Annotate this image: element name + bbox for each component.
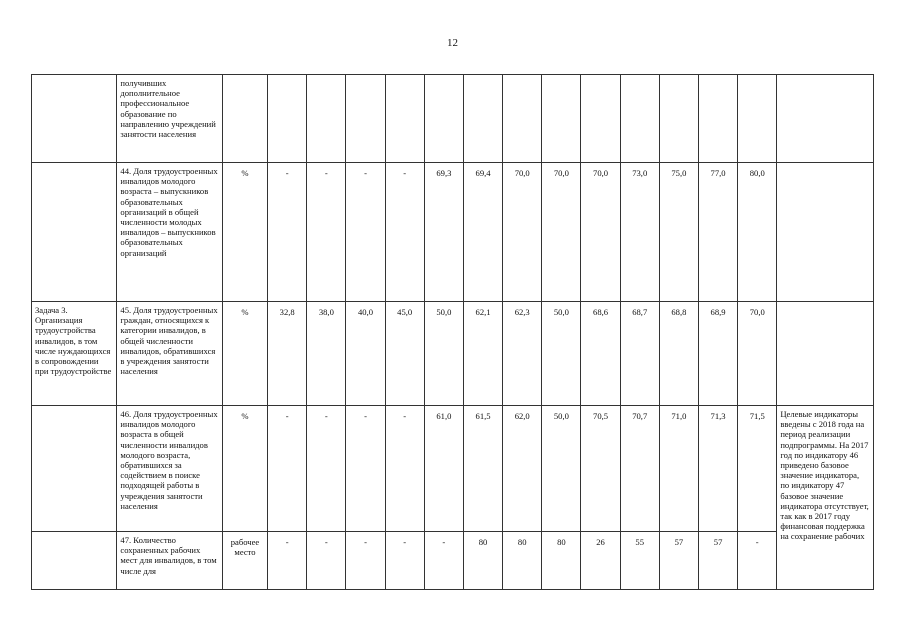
task-cell	[32, 75, 117, 163]
value-cell: 40,0	[346, 302, 385, 406]
table-row	[32, 75, 874, 163]
value-cell: 45,0	[385, 302, 424, 406]
table-row	[32, 163, 874, 302]
value-cell: 71,3	[698, 406, 737, 532]
value-cell: 70,7	[620, 406, 659, 532]
value-cell: 69,4	[463, 163, 502, 302]
value-cell: -	[424, 532, 463, 590]
indicator-cell: 47. Количество сохраненных рабочих мест для инвалидов, в том числе для	[117, 532, 223, 590]
value-cell	[698, 75, 737, 163]
value-cell	[503, 75, 542, 163]
value-cell	[542, 75, 581, 163]
value-cell: -	[346, 406, 385, 532]
value-cell	[581, 75, 620, 163]
page-number: 12	[447, 37, 458, 49]
value-cell	[738, 75, 777, 163]
value-cell: 68,8	[659, 302, 698, 406]
table-row	[32, 532, 874, 590]
task-cell	[32, 406, 117, 532]
value-cell: -	[738, 532, 777, 590]
value-cell: 61,5	[463, 406, 502, 532]
value-cell: -	[268, 532, 307, 590]
value-cell: 62,0	[503, 406, 542, 532]
table-row	[32, 406, 874, 532]
value-cell: 80	[503, 532, 542, 590]
notes-cell	[777, 302, 874, 406]
value-cell: 68,9	[698, 302, 737, 406]
value-cell: -	[346, 532, 385, 590]
value-cell: -	[268, 163, 307, 302]
value-cell: 50,0	[542, 302, 581, 406]
value-cell: -	[307, 406, 346, 532]
indicator-cell: 45. Доля трудоустроенных граждан, относящихся к категории инвалидов, в общей численности инвалидов, обратившихся в учреждения занятости населения	[117, 302, 223, 406]
value-cell	[659, 75, 698, 163]
value-cell: 62,1	[463, 302, 502, 406]
value-cell: -	[346, 163, 385, 302]
value-cell	[268, 75, 307, 163]
value-cell: 75,0	[659, 163, 698, 302]
value-cell: 57	[659, 532, 698, 590]
value-cell: -	[307, 163, 346, 302]
indicator-cell: 44. Доля трудоустроенных инвалидов молодого возраста – выпускников образовательных организаций в общей численности молодых инвалидов – выпускников образовательных организаций	[117, 163, 223, 302]
value-cell	[385, 75, 424, 163]
value-cell: 80	[542, 532, 581, 590]
value-cell: 70,0	[738, 302, 777, 406]
unit-cell: рабочее место	[222, 532, 267, 590]
unit-cell: %	[222, 163, 267, 302]
indicator-cell: 46. Доля трудоустроенных инвалидов молодого возраста в общей численности инвалидов молодого возраста, обратившихся за содействием в поиске подходящей работы в учреждения занятости населения	[117, 406, 223, 532]
value-cell: 38,0	[307, 302, 346, 406]
value-cell: 32,8	[268, 302, 307, 406]
notes-cell	[777, 163, 874, 302]
value-cell: 80,0	[738, 163, 777, 302]
value-cell: 77,0	[698, 163, 737, 302]
task-cell	[32, 163, 117, 302]
indicators-table	[31, 74, 874, 590]
value-cell: -	[268, 406, 307, 532]
value-cell	[424, 75, 463, 163]
notes-cell	[777, 75, 874, 163]
value-cell	[346, 75, 385, 163]
indicator-cell: получивших дополнительное профессиональное образование по направлению учреждений занятости населения	[117, 75, 223, 163]
value-cell: 55	[620, 532, 659, 590]
task-cell	[32, 532, 117, 590]
value-cell: 70,5	[581, 406, 620, 532]
value-cell: 50,0	[542, 406, 581, 532]
value-cell: 70,0	[542, 163, 581, 302]
value-cell	[307, 75, 346, 163]
value-cell: 70,0	[503, 163, 542, 302]
unit-cell: %	[222, 302, 267, 406]
value-cell: 68,7	[620, 302, 659, 406]
value-cell: 70,0	[581, 163, 620, 302]
unit-cell	[222, 75, 267, 163]
value-cell: 61,0	[424, 406, 463, 532]
notes-cell: Целевые индикаторы введены с 2018 года на период реализации подпрограммы. На 2017 год по индикатору 46 приведено базовое значение индикатора, по индикатору 47 базовое значение индикатора отсутствует, так как в 2017 году финансовая поддержка на сохранение рабочих	[777, 406, 874, 590]
value-cell: 57	[698, 532, 737, 590]
value-cell	[620, 75, 659, 163]
unit-cell: %	[222, 406, 267, 532]
value-cell: 73,0	[620, 163, 659, 302]
task-cell: Задача 3. Организация трудоустройства инвалидов, в том числе нуждающихся в сопровождении при трудоустройстве	[32, 302, 117, 406]
value-cell: 71,5	[738, 406, 777, 532]
value-cell: 80	[463, 532, 502, 590]
value-cell: -	[385, 163, 424, 302]
value-cell	[463, 75, 502, 163]
value-cell: -	[385, 532, 424, 590]
value-cell: 62,3	[503, 302, 542, 406]
value-cell: -	[307, 532, 346, 590]
value-cell: 69,3	[424, 163, 463, 302]
value-cell: -	[385, 406, 424, 532]
value-cell: 50,0	[424, 302, 463, 406]
value-cell: 68,6	[581, 302, 620, 406]
value-cell: 26	[581, 532, 620, 590]
value-cell: 71,0	[659, 406, 698, 532]
table-row	[32, 302, 874, 406]
